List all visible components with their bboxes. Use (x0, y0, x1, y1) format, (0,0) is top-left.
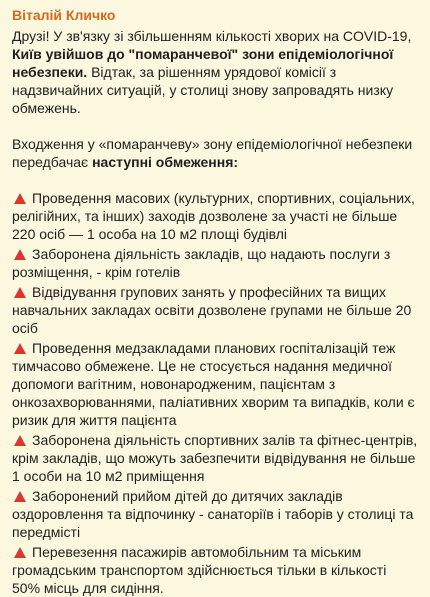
red-triangle-icon (14, 547, 26, 558)
intro-bold: Київ увійшов до "помаранчевої" зони епідеміологічної небезпеки. (12, 46, 394, 80)
restriction-item (12, 339, 418, 429)
restriction-item (12, 245, 418, 281)
restriction-item (12, 487, 418, 541)
lead-bold: наступні обмеження: (92, 154, 239, 170)
restriction-item (12, 431, 418, 485)
restriction-item (12, 189, 418, 243)
restriction-text: Перевезення пасажирів автомобільним та міським громадським транспортом здійснюється тільки в кількості 50% місць для сидіння. (12, 544, 387, 596)
red-triangle-icon (14, 343, 26, 354)
red-triangle-icon (14, 287, 26, 298)
restriction-text: Проведення медзакладами планових госпіталізацій теж тимчасово обмежене. Це не стосується надання медичної допомоги вагітним, новонародженим, пацієнтам з онкозахворюваннями, паліативних хворим та випадків, коли є ризик для життя пацієнта (12, 340, 415, 428)
intro-paragraph (12, 27, 418, 117)
restriction-item (12, 543, 418, 597)
red-triangle-icon (14, 249, 26, 260)
author-name[interactable]: Віталій Кличко (12, 7, 116, 23)
restriction-text: Заборонений прийом дітей до дитячих закладів оздоровлення та відпочинку - санаторіїв і таборів у столиці та передмісті (12, 488, 414, 540)
red-triangle-icon (14, 193, 26, 204)
restriction-text: Відвідування групових занять у професійних та вищих навчальних закладах освіти дозволене групами не більше 20 осіб (12, 284, 412, 336)
restriction-text: Заборонена діяльність спортивних залів та фітнес-центрів, крім закладів, що можуть забезпечити відвідування не більше 1 особи на 10 м2 приміщення (12, 432, 418, 484)
restriction-text: Проведення масових (культурних, спортивних, соціальних, релігійних, та інших) заходів дозволене за участі не більше 220 осіб — 1 особа на 10 м2 площі будівлі (12, 190, 415, 242)
red-triangle-icon (14, 435, 26, 446)
intro-text-2: Відтак, за рішенням урядової комісії з надзвичайних ситуацій, у столиці знову запровадять низку обмежень. (12, 64, 394, 116)
intro-text-1: Друзі! У зв'язку зі збільшенням кількості хворих на COVID-19, (12, 28, 412, 44)
lead-text: Входження у «помаранчеву» зону епідеміологічної небезпеки передбачає (12, 136, 413, 170)
lead-paragraph (12, 135, 418, 171)
restriction-item (12, 283, 418, 337)
restriction-text: Заборонена діяльність закладів, що надають послуги з розміщення, - крім готелів (12, 246, 391, 280)
red-triangle-icon (14, 491, 26, 502)
